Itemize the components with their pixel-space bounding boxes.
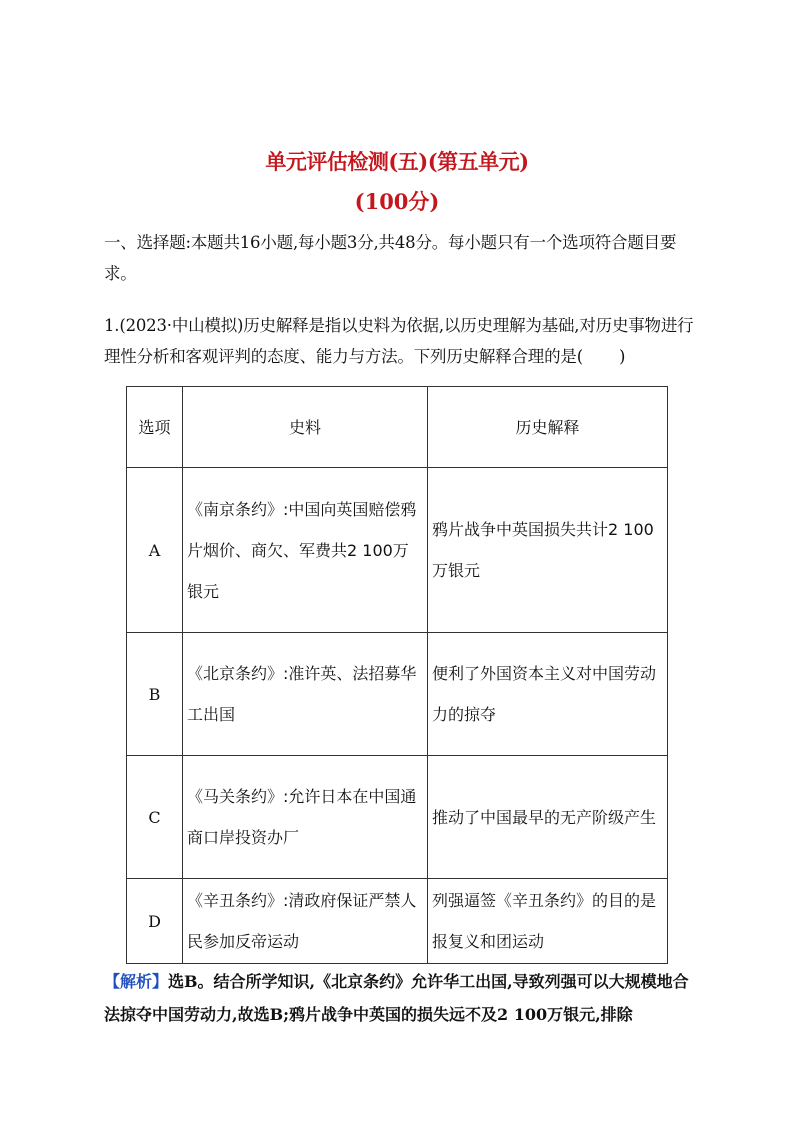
table-row [127, 633, 668, 756]
question-1-text: 1.(2023·中山模拟)历史解释是指以史料为依据,以历史理解为基础,对历史事物进行理性分析和客观评判的态度、能力与方法。下列历史解释合理的是( [104, 316, 694, 366]
header-source: 史料 [183, 387, 428, 468]
page-title: 单元评估检测(五)(第五单元) [265, 149, 529, 174]
option-key: B [127, 633, 183, 756]
option-interpretation: 便利了外国资本主义对中国劳动力的掠夺 [428, 633, 668, 756]
option-key: C [127, 756, 183, 879]
analysis [104, 965, 704, 1031]
table-row [127, 756, 668, 879]
table-header-row [127, 387, 668, 468]
option-interpretation: 推动了中国最早的无产阶级产生 [428, 756, 668, 879]
option-source: 《北京条约》:准许英、法招募华工出国 [183, 633, 428, 756]
header-interpretation: 历史解释 [428, 387, 668, 468]
option-key: A [127, 468, 183, 633]
question-1 [104, 310, 696, 372]
section-instructions: 一、选择题:本题共16小题,每小题3分,共48分。每小题只有一个选项符合题目要求。 [104, 233, 677, 283]
option-interpretation: 列强逼签《辛丑条约》的目的是报复义和团运动 [428, 879, 668, 964]
table-row [127, 468, 668, 633]
total-score: (100分) [354, 189, 440, 214]
option-source: 《马关条约》:允许日本在中国通商口岸投资办厂 [183, 756, 428, 879]
question-1-close: ) [618, 347, 626, 366]
options-table [126, 386, 668, 964]
option-key: D [127, 879, 183, 964]
option-source: 《辛丑条约》:清政府保证严禁人民参加反帝运动 [183, 879, 428, 964]
analysis-text: 选B。结合所学知识,《北京条约》允许华工出国,导致列强可以大规模地合法掠夺中国劳动力,故选B;鸦片战争中英国的损失远不及2 100万银元,排除 [104, 972, 689, 1024]
analysis-label: 【解析】 [104, 972, 169, 991]
table-row [127, 879, 668, 964]
option-interpretation: 鸦片战争中英国损失共计2 100万银元 [428, 468, 668, 633]
header-option: 选项 [127, 387, 183, 468]
option-source: 《南京条约》:中国向英国赔偿鸦片烟价、商欠、军费共2 100万银元 [183, 468, 428, 633]
